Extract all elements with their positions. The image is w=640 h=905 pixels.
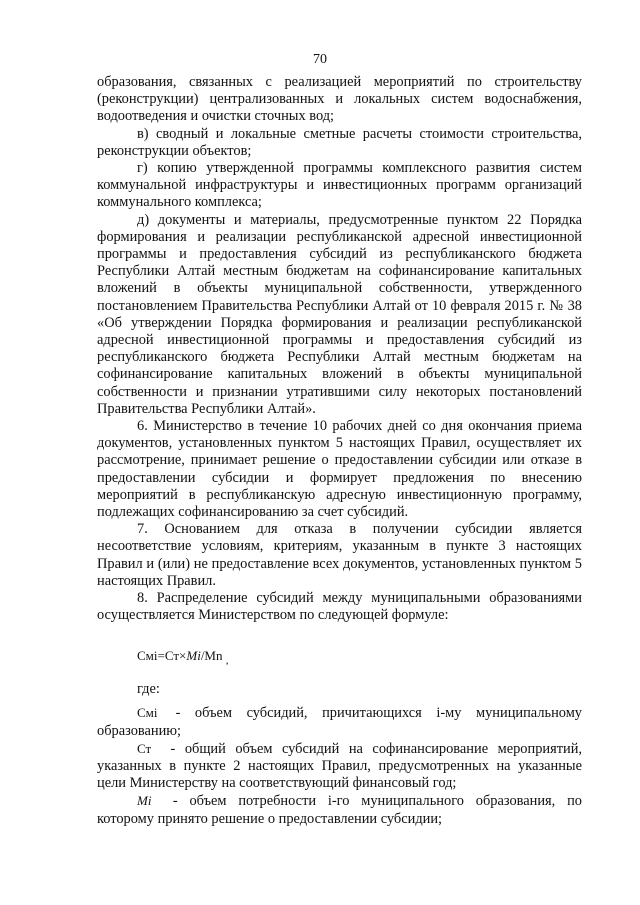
definition-symbol-smi: Смi	[137, 705, 158, 721]
paragraph-point-8: 8. Распределение субсидий между муниципальными образованиями осуществляется Министерством по следующей формуле:	[97, 590, 582, 624]
page-number: 70	[313, 52, 327, 67]
definition-st	[97, 740, 582, 793]
definition-mi	[97, 792, 582, 827]
formula-lhs: Смi=Ст×	[137, 647, 187, 663]
formula	[137, 647, 582, 670]
paragraph-point-7: 7. Основанием для отказа в получении субсидии является несоответствие условиям, критериям, указанным в пункте 3 настоящих Правил и (или) не предоставление всех документов, установленных пунктом 5 настоящих Правил.	[97, 521, 582, 589]
formula-rest: /Mn	[200, 647, 223, 663]
definition-text-mi: - объем потребности i-го муниципального образования, по которому принято решение о предоставлении субсидии;	[97, 793, 582, 827]
formula-mi: Mi	[186, 647, 201, 663]
definition-symbol-mi: Mi	[137, 793, 152, 809]
paragraph-item-d: д) документы и материалы, предусмотренные пунктом 22 Порядка формирования и реализации республиканской адресной инвестиционной программы и предоставления субсидий из республиканского бюджета Республики Алтай местным бюджетам на софинансирование капитальных вложений в объекты муниципальной собственности, утвержденного постановлением Правительства Республики Алтай от 10 февраля 2015 г. № 38 «Об утверждении Порядка формирования и реализации республиканской адресной инвестиционной программы и предоставления субсидий из республиканского бюджета Республики Алтай местным бюджетам на софинансирование капитальных вложений в объекты муниципальной собственности и признании утратившими силу некоторых постановлений Правительства Республики Алтай».	[97, 211, 582, 417]
paragraph-point-6: 6. Министерство в течение 10 рабочих дней со дня окончания приема документов, установленных пунктом 5 настоящих Правил, осуществляет их рассмотрение, принимает решение о предоставлении субсидии или отказе в предоставлении субсидии и формирует предложения по внесению мероприятий в республиканскую адресную инвестиционную программу, подлежащих софинансированию за счет субсидий.	[97, 418, 582, 521]
definition-text-st: - общий объем субсидий на софинансирование мероприятий, указанных в пункте 2 настоящих Правил, предусмотренных на указанные цели Министерству на соответствующий финансовый год;	[97, 740, 582, 792]
definition-symbol-st: Ст	[137, 740, 152, 756]
where-label: где:	[137, 681, 160, 698]
paragraph-item-g: г) копию утвержденной программы комплексного развития систем коммунальной инфраструктуры и инвестиционных программ организаций коммунального комплекса;	[97, 160, 582, 211]
definition-smi	[97, 704, 582, 739]
paragraph-continuation: образования, связанных с реализацией мероприятий по строительству (реконструкции) централизованных и локальных систем водоснабжения, водоотведения и очистки сточных вод;	[97, 74, 582, 125]
paragraph-item-v: в) сводный и локальные сметные расчеты стоимости строительства, реконструкции объектов;	[97, 125, 582, 159]
document-body	[97, 74, 582, 828]
formula-comma: ,	[225, 654, 229, 667]
definition-text-smi: - объем субсидий, причитающихся i-му муниципальному образованию;	[97, 705, 582, 739]
